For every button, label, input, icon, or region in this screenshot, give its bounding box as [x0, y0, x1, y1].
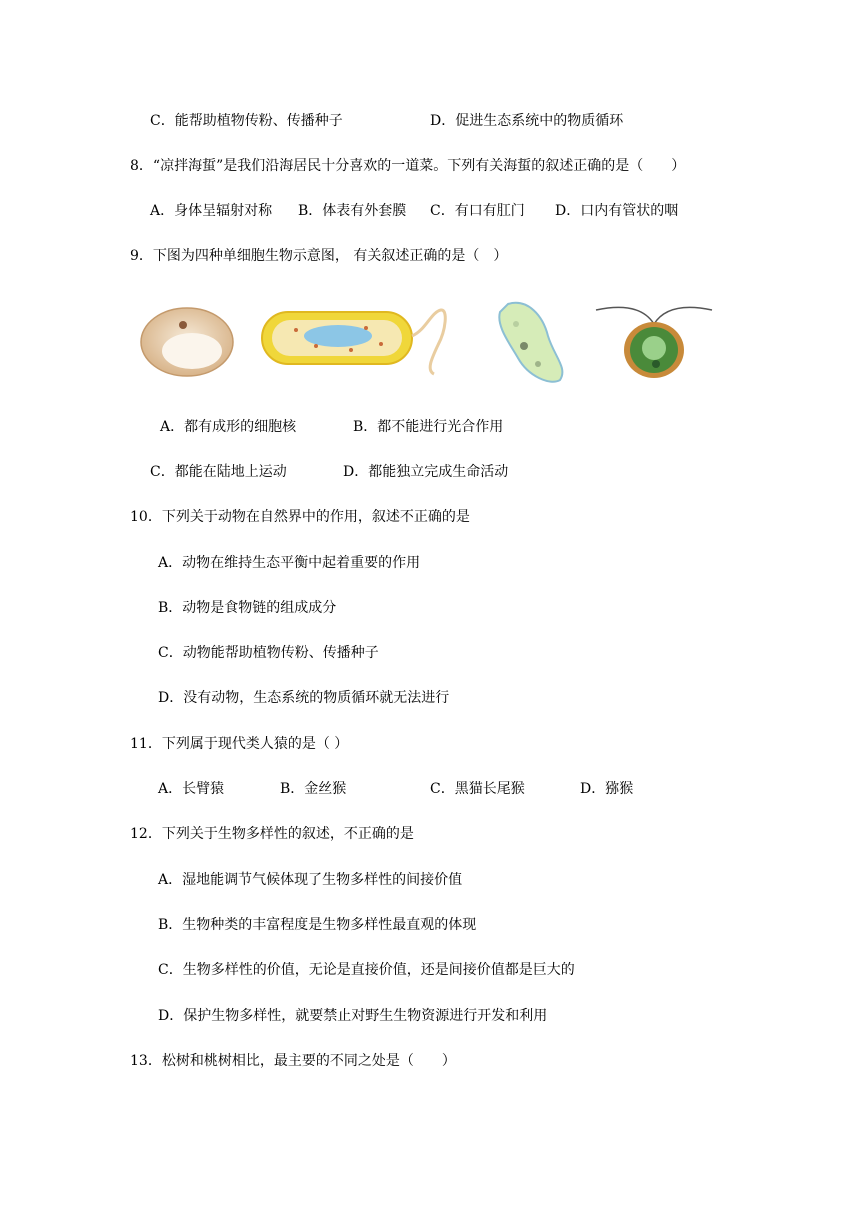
q11-option-b: B．金丝猴 — [280, 781, 347, 797]
q12-option-d: D．保护生物多样性，就要禁止对野生生物资源进行开发和利用 — [158, 1008, 548, 1024]
q11-option-c: C．黑猫长尾猴 — [430, 781, 525, 797]
q8-option-c: C．有口有肛门 — [430, 203, 525, 219]
q8-option-b: B．体表有外套膜 — [298, 203, 407, 219]
q12-option-b: B．生物种类的丰富程度是生物多样性最直观的体现 — [158, 917, 477, 933]
chlamydomonas-icon — [594, 298, 714, 382]
q10-option-b: B．动物是食物链的组成成分 — [158, 600, 337, 616]
paramecium-icon — [488, 296, 578, 386]
q12-stem: 12．下列关于生物多样性的叙述，不正确的是 — [130, 826, 414, 842]
q11-option-d: D．猕猴 — [580, 781, 634, 797]
q9-stem: 9．下图为四种单细胞生物示意图， 有关叙述正确的是（ ） — [130, 248, 508, 264]
q11-stem: 11．下列属于现代类人猿的是（ ） — [130, 736, 349, 752]
q9-option-b: B．都不能进行光合作用 — [353, 419, 504, 435]
q10-stem: 10．下列关于动物在自然界中的作用，叙述不正确的是 — [130, 509, 470, 525]
q11-option-a: A．长臂猿 — [158, 781, 225, 797]
q9-option-a: A．都有成形的细胞核 — [160, 419, 297, 435]
q9-option-d: D．都能独立完成生命活动 — [343, 464, 509, 480]
q10-option-c: C．动物能帮助植物传粉、传播种子 — [158, 645, 379, 661]
q12-option-c: C．生物多样性的价值，无论是直接价值，还是间接价值都是巨大的 — [158, 962, 575, 978]
bacterium-icon — [256, 300, 456, 380]
q9-option-c: C．都能在陆地上运动 — [150, 464, 287, 480]
q8-stem: 8．“凉拌海蜇”是我们沿海居民十分喜欢的一道菜。下列有关海蜇的叙述正确的是（ ） — [130, 158, 686, 174]
q8-option-a: A．身体呈辐射对称 — [150, 203, 273, 219]
q7-option-d: D．促进生态系统中的物质循环 — [430, 113, 624, 129]
q13-stem: 13．松树和桃树相比，最主要的不同之处是（ ） — [130, 1053, 456, 1069]
q7-option-c: C．能帮助植物传粉、传播种子 — [150, 113, 343, 129]
q10-option-a: A．动物在维持生态平衡中起着重要的作用 — [158, 555, 421, 571]
yeast-cell-icon — [138, 305, 236, 379]
q8-option-d: D．口内有管状的咽 — [555, 203, 679, 219]
q12-option-a: A．湿地能调节气候体现了生物多样性的间接价值 — [158, 872, 463, 888]
q10-option-d: D．没有动物，生态系统的物质循环就无法进行 — [158, 690, 450, 706]
